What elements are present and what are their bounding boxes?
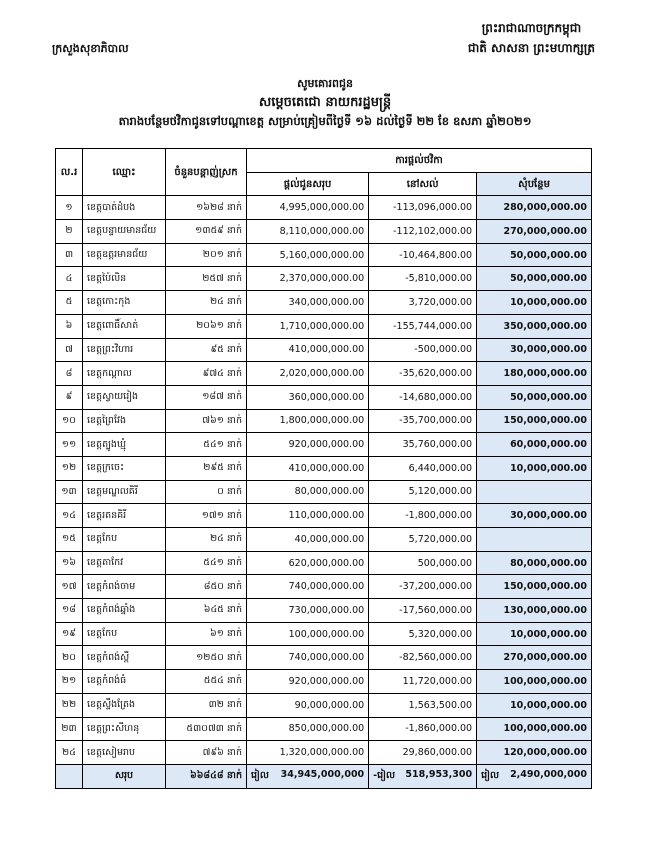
row-no: ១៥ [56, 528, 83, 552]
table-row [56, 504, 592, 528]
row-remaining: -1,800,000.00 [369, 504, 477, 528]
table-row [56, 670, 592, 694]
row-provided: 2,370,000,000.00 [247, 267, 369, 291]
row-count: ២៥៧ នាក់ [166, 267, 247, 291]
row-no: ២ [56, 220, 83, 244]
row-request: 10,000,000.00 [477, 456, 592, 480]
row-request [477, 480, 592, 504]
row-provided: 410,000,000.00 [247, 338, 369, 362]
row-remaining: -37,200,000.00 [369, 575, 477, 599]
row-remaining: -155,744,000.00 [369, 314, 477, 338]
row-no: ៤ [56, 267, 83, 291]
row-count: ៣២ នាក់ [166, 693, 247, 717]
row-province-name: ខេត្តរតនគិរី [83, 504, 166, 528]
table-row [56, 362, 592, 386]
row-request: 30,000,000.00 [477, 504, 592, 528]
table-row [56, 409, 592, 433]
row-count: ១៨៧ នាក់ [166, 385, 247, 409]
total-request: 2,490,000,000 [510, 769, 587, 781]
row-provided: 8,110,000,000.00 [247, 220, 369, 244]
row-request: 120,000,000.00 [477, 741, 592, 765]
row-count: ៦៤៥ នាក់ [166, 599, 247, 623]
row-count: ៩៥ នាក់ [166, 338, 247, 362]
row-provided: 2,020,000,000.00 [247, 362, 369, 386]
row-request: 270,000,000.00 [477, 220, 592, 244]
row-province-name: ខេត្តបាត់ដំបង [83, 196, 166, 220]
row-no: ១៤ [56, 504, 83, 528]
total-count: ៦៦៨៤៨ នាក់ [166, 764, 247, 788]
row-no: ១៧ [56, 575, 83, 599]
row-province-name: ខេត្តព្រៃវែង [83, 409, 166, 433]
row-no: ៨ [56, 362, 83, 386]
row-remaining: 5,720,000.00 [369, 528, 477, 552]
table-row [56, 551, 592, 575]
row-provided: 1,320,000,000.00 [247, 741, 369, 765]
table-row [56, 456, 592, 480]
row-provided: 100,000,000.00 [247, 622, 369, 646]
row-count: ២៩៥ នាក់ [166, 456, 247, 480]
row-no: ២៤ [56, 741, 83, 765]
row-count: ១៣៥៩ នាក់ [166, 220, 247, 244]
table-row [56, 575, 592, 599]
row-no: ១១ [56, 433, 83, 457]
row-no: ១២ [56, 456, 83, 480]
row-remaining: 500,000.00 [369, 551, 477, 575]
kingdom-header [468, 18, 595, 58]
row-request: 150,000,000.00 [477, 575, 592, 599]
row-province-name: ខេត្តបន្ទាយមានជ័យ [83, 220, 166, 244]
table-row [56, 693, 592, 717]
total-remaining: 518,953,300 [405, 769, 473, 781]
row-province-name: ខេត្តកែប [83, 528, 166, 552]
row-province-name: ខេត្តកំពង់ស្ពឺ [83, 646, 166, 670]
total-request-currency: រៀល [481, 770, 500, 782]
row-count: ៥៤១ នាក់ [166, 551, 247, 575]
row-province-name: ខេត្តឧត្តរមានជ័យ [83, 243, 166, 267]
row-count: ៧៦១ នាក់ [166, 409, 247, 433]
row-request: 10,000,000.00 [477, 622, 592, 646]
header-request: សុំបន្ថែម [477, 172, 592, 196]
table-caption: តារាងបន្ថែមថវិកាជូនទៅបណ្តាខេត្ត សម្រាប់គ្រៀមពីថ្ងៃទី ១៦ ដល់ថ្ងៃទី ២២ ខែ ឧសភា ឆ្នាំ២០២១ [118, 114, 532, 128]
total-request-cell [477, 764, 592, 788]
row-province-name: ខេត្តកោះកុង [83, 291, 166, 315]
header-no: ល.រ [56, 149, 83, 196]
row-provided: 40,000,000.00 [247, 528, 369, 552]
row-request: 80,000,000.00 [477, 551, 592, 575]
row-no: ១៦ [56, 551, 83, 575]
row-provided: 1,710,000,000.00 [247, 314, 369, 338]
table-row [56, 291, 592, 315]
table-row [56, 314, 592, 338]
row-provided: 850,000,000.00 [247, 717, 369, 741]
row-provided: 340,000,000.00 [247, 291, 369, 315]
row-request [477, 528, 592, 552]
row-remaining: -112,102,000.00 [369, 220, 477, 244]
row-remaining: -82,560,000.00 [369, 646, 477, 670]
recipient: សម្តេចតេជោ នាយករដ្ឋមន្ត្រី [258, 95, 392, 110]
header-row-1 [56, 149, 592, 173]
row-province-name: ខេត្តតាកែវ [83, 551, 166, 575]
row-request: 150,000,000.00 [477, 409, 592, 433]
row-no: ៣ [56, 243, 83, 267]
row-province-name: ខេត្តព្រះសីហនុ [83, 717, 166, 741]
row-request: 50,000,000.00 [477, 267, 592, 291]
row-remaining: -500,000.00 [369, 338, 477, 362]
table-row [56, 385, 592, 409]
row-count: ២៤ នាក់ [166, 291, 247, 315]
document-titles [0, 74, 650, 131]
row-provided: 620,000,000.00 [247, 551, 369, 575]
table-row [56, 243, 592, 267]
row-provided: 80,000,000.00 [247, 480, 369, 504]
row-count: ២០១ នាក់ [166, 243, 247, 267]
row-province-name: ខេត្តកំពង់ធំ [83, 670, 166, 694]
row-remaining: 3,720,000.00 [369, 291, 477, 315]
row-province-name: ខេត្តកែប [83, 622, 166, 646]
row-request: 10,000,000.00 [477, 291, 592, 315]
row-province-name: ខេត្តមណ្ឌលគិរី [83, 480, 166, 504]
row-provided: 920,000,000.00 [247, 433, 369, 457]
row-province-name: ខេត្តពោធិ៍សាត់ [83, 314, 166, 338]
table-body [56, 196, 592, 765]
row-count: ១៦២៨ នាក់ [166, 196, 247, 220]
row-remaining: -113,096,000.00 [369, 196, 477, 220]
row-province-name: ខេត្តកំពង់ចាម [83, 575, 166, 599]
row-count: ១២៥០ នាក់ [166, 646, 247, 670]
row-provided: 740,000,000.00 [247, 646, 369, 670]
row-province-name: ខេត្តកំពង់ឆ្នាំង [83, 599, 166, 623]
table-row [56, 480, 592, 504]
row-request: 100,000,000.00 [477, 717, 592, 741]
row-count: ៥៣០៧៣ នាក់ [166, 717, 247, 741]
table-row [56, 433, 592, 457]
row-no: ៦ [56, 314, 83, 338]
header-provided: ផ្តល់ជូនសរុប [247, 172, 369, 196]
header-remaining: នៅសល់ [369, 172, 477, 196]
row-provided: 1,800,000,000.00 [247, 409, 369, 433]
table-row [56, 646, 592, 670]
row-provided: 920,000,000.00 [247, 670, 369, 694]
table-row [56, 741, 592, 765]
ministry-name: ក្រសួងសុខាភិបាល [52, 42, 129, 55]
row-remaining: -14,680,000.00 [369, 385, 477, 409]
row-request: 350,000,000.00 [477, 314, 592, 338]
row-province-name: ខេត្តព្រះវិហារ [83, 338, 166, 362]
row-remaining: 5,320,000.00 [369, 622, 477, 646]
row-count: ៥៥៤ នាក់ [166, 670, 247, 694]
row-count: ៨៥០ នាក់ [166, 575, 247, 599]
table-row [56, 196, 592, 220]
row-remaining: 29,860,000.00 [369, 741, 477, 765]
row-no: ១ [56, 196, 83, 220]
total-label: សរុប [83, 764, 166, 788]
row-remaining: 11,720,000.00 [369, 670, 477, 694]
total-no-cell [56, 764, 83, 788]
row-province-name: ខេត្តត្បូងឃ្មុំ [83, 433, 166, 457]
header-count: ចំនួនបន្តាញ់ស្រក [166, 149, 247, 196]
row-count: ៦១ នាក់ [166, 622, 247, 646]
row-province-name: ខេត្តស្វាយរៀង [83, 385, 166, 409]
total-remaining-currency: -រៀល [373, 770, 396, 782]
row-provided: 110,000,000.00 [247, 504, 369, 528]
header-budget-group: ការផ្តល់ថវិកា [247, 149, 592, 173]
row-request: 60,000,000.00 [477, 433, 592, 457]
row-province-name: ខេត្តក្រចេះ [83, 456, 166, 480]
row-count: ០ នាក់ [166, 480, 247, 504]
row-provided: 90,000,000.00 [247, 693, 369, 717]
row-remaining: 1,563,500.00 [369, 693, 477, 717]
row-provided: 740,000,000.00 [247, 575, 369, 599]
total-provided-currency: រៀល [251, 770, 269, 782]
row-remaining: -5,810,000.00 [369, 267, 477, 291]
row-no: ៥ [56, 291, 83, 315]
row-count: ៩៧៤ នាក់ [166, 362, 247, 386]
row-provided: 730,000,000.00 [247, 599, 369, 623]
row-remaining: -35,700,000.00 [369, 409, 477, 433]
kingdom-title: ព្រះរាជាណាចក្រកម្ពុជា [481, 21, 582, 35]
row-count: ២០៦១ នាក់ [166, 314, 247, 338]
row-request: 280,000,000.00 [477, 196, 592, 220]
header-name: ឈ្មោះ [83, 149, 166, 196]
total-provided: 34,945,000,000 [280, 769, 365, 781]
row-remaining: 6,440,000.00 [369, 456, 477, 480]
row-remaining: -35,620,000.00 [369, 362, 477, 386]
row-request: 50,000,000.00 [477, 243, 592, 267]
row-no: ២២ [56, 693, 83, 717]
row-no: ៩ [56, 385, 83, 409]
row-provided: 410,000,000.00 [247, 456, 369, 480]
row-no: ២៣ [56, 717, 83, 741]
row-province-name: ខេត្តប៉ៃលិន [83, 267, 166, 291]
row-provided: 5,160,000,000.00 [247, 243, 369, 267]
row-no: ៧ [56, 338, 83, 362]
row-province-name: ខេត្តស្ទឹងត្រែង [83, 693, 166, 717]
total-remaining-cell [369, 764, 477, 788]
table-row [56, 267, 592, 291]
row-no: ១៨ [56, 599, 83, 623]
row-provided: 360,000,000.00 [247, 385, 369, 409]
row-count: ១៧១ នាក់ [166, 504, 247, 528]
row-request: 180,000,000.00 [477, 362, 592, 386]
budget-table [55, 148, 592, 789]
row-request: 130,000,000.00 [477, 599, 592, 623]
row-request: 100,000,000.00 [477, 670, 592, 694]
row-no: ១៩ [56, 622, 83, 646]
row-count: ២៤ នាក់ [166, 528, 247, 552]
row-remaining: 5,120,000.00 [369, 480, 477, 504]
table-row [56, 528, 592, 552]
row-request: 270,000,000.00 [477, 646, 592, 670]
row-no: ២១ [56, 670, 83, 694]
table-row [56, 622, 592, 646]
table-row [56, 599, 592, 623]
total-provided-cell [247, 764, 369, 788]
row-remaining: 35,760,000.00 [369, 433, 477, 457]
row-no: ១០ [56, 409, 83, 433]
row-request: 10,000,000.00 [477, 693, 592, 717]
row-count: ៥៤១ នាក់ [166, 433, 247, 457]
row-count: ៧៩៦ នាក់ [166, 741, 247, 765]
salutation: សូមគោរពជូន [297, 77, 353, 90]
row-remaining: -17,560,000.00 [369, 599, 477, 623]
row-request: 30,000,000.00 [477, 338, 592, 362]
table-row [56, 717, 592, 741]
row-provided: 4,995,000,000.00 [247, 196, 369, 220]
row-remaining: -1,860,000.00 [369, 717, 477, 741]
row-no: ២០ [56, 646, 83, 670]
row-no: ១៣ [56, 480, 83, 504]
table-row [56, 338, 592, 362]
row-province-name: ខេត្តកណ្តាល [83, 362, 166, 386]
table-row [56, 220, 592, 244]
row-remaining: -10,464,800.00 [369, 243, 477, 267]
total-row [56, 764, 592, 788]
row-province-name: ខេត្តសៀមរាប [83, 741, 166, 765]
row-request: 50,000,000.00 [477, 385, 592, 409]
kingdom-motto: ជាតិ សាសនា ព្រះមហាក្សត្រ [467, 41, 595, 55]
